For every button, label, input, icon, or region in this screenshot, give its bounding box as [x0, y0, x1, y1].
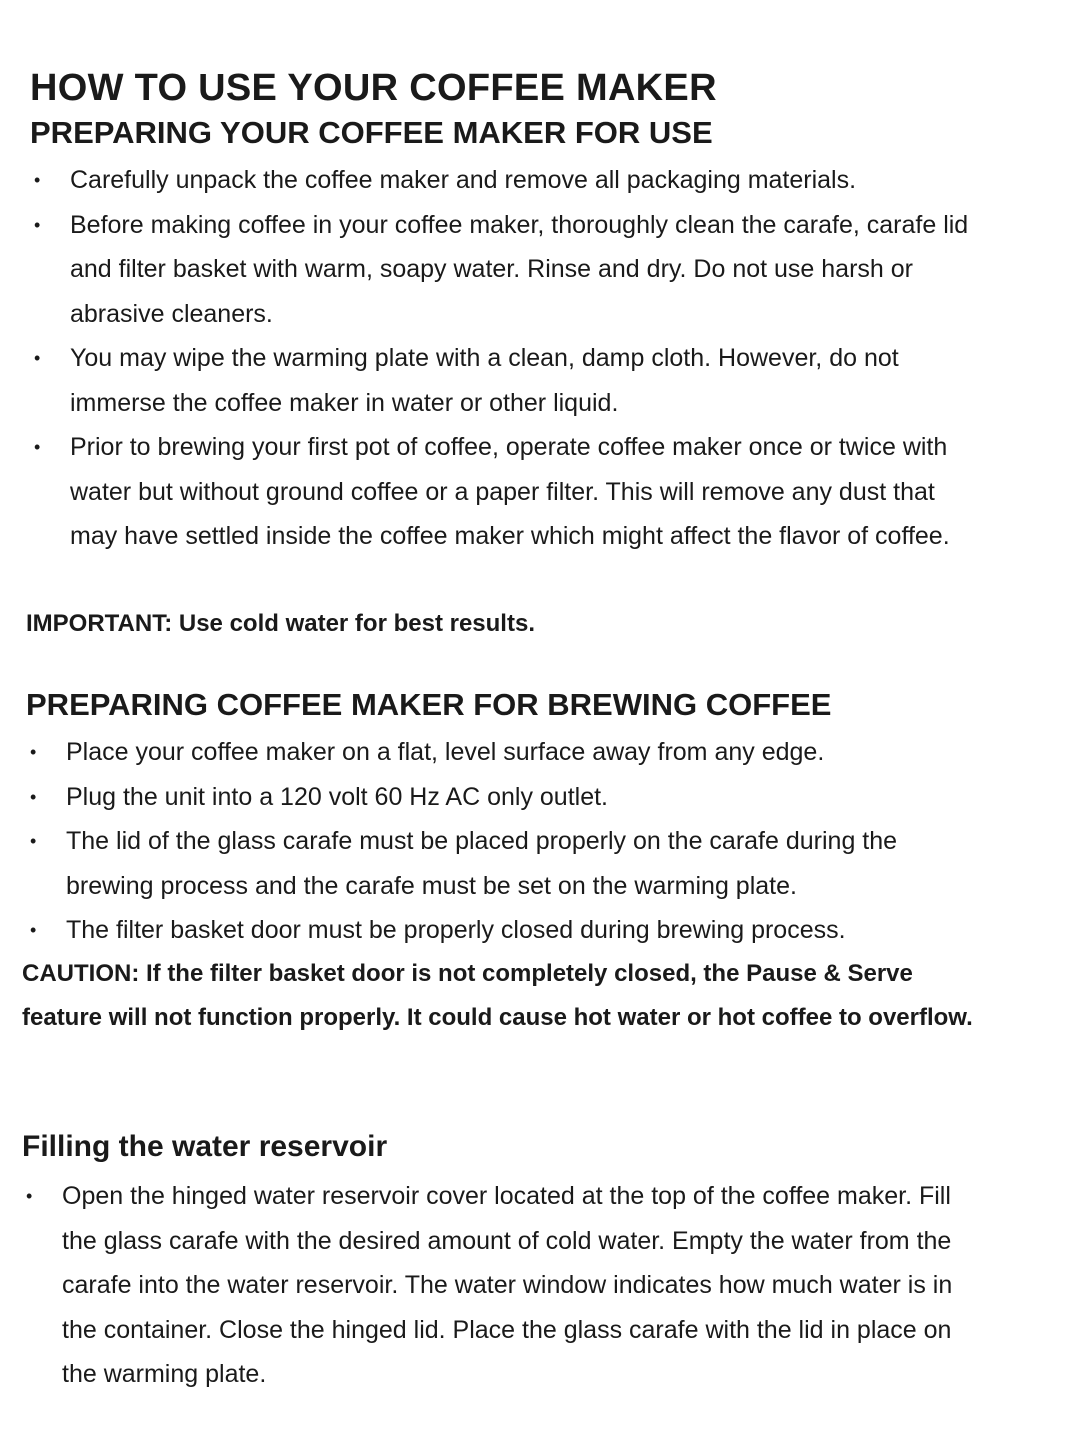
list-item: • Place your coffee maker on a flat, level surface away from any edge.	[26, 730, 976, 775]
list-item: • Open the hinged water reservoir cover located at the top of the coffee maker. Fill the glass carafe with the desired amount of cold water. Empty the water from the carafe into the water reservoir. The water window indicates how much water is in the container. Close the hinged lid. Place the glass carafe with the lid in place on the warming plate.	[22, 1174, 972, 1397]
bullet-list-filling-reservoir	[22, 1174, 972, 1397]
list-item: • The filter basket door must be properly closed during brewing process.	[26, 908, 976, 953]
bullet-list-preparing-for-use	[30, 158, 980, 559]
section-heading-preparing-for-use: PREPARING YOUR COFFEE MAKER FOR USE	[30, 115, 713, 150]
list-item: • The lid of the glass carafe must be placed properly on the carafe during the brewing process and the carafe must be set on the warming plate.	[26, 819, 976, 908]
list-item: • You may wipe the warming plate with a clean, damp cloth. However, do not immerse the coffee maker in water or other liquid.	[30, 336, 980, 425]
caution-note: CAUTION: If the filter basket door is not completely closed, the Pause & Serve feature will not function properly. It could cause hot water or hot coffee to overflow.	[22, 960, 973, 1031]
section-heading-filling-reservoir: Filling the water reservoir	[22, 1130, 388, 1163]
list-item: • Before making coffee in your coffee maker, thoroughly clean the carafe, carafe lid and filter basket with warm, soapy water. Rinse and dry. Do not use harsh or abrasive cleaners.	[30, 203, 980, 337]
section-heading-preparing-for-brewing: PREPARING COFFEE MAKER FOR BREWING COFFEE	[26, 687, 832, 722]
list-item: • Prior to brewing your first pot of coffee, operate coffee maker once or twice with water but without ground coffee or a paper filter. This will remove any dust that may have settled inside the coffee maker which might affect the flavor of coffee.	[30, 425, 980, 559]
list-item: • Plug the unit into a 120 volt 60 Hz AC only outlet.	[26, 775, 976, 820]
page-title: HOW TO USE YOUR COFFEE MAKER	[30, 67, 717, 109]
list-item: • Carefully unpack the coffee maker and remove all packaging materials.	[30, 158, 980, 203]
important-note: IMPORTANT: Use cold water for best results.	[26, 610, 535, 637]
bullet-list-preparing-for-brewing	[26, 730, 976, 953]
